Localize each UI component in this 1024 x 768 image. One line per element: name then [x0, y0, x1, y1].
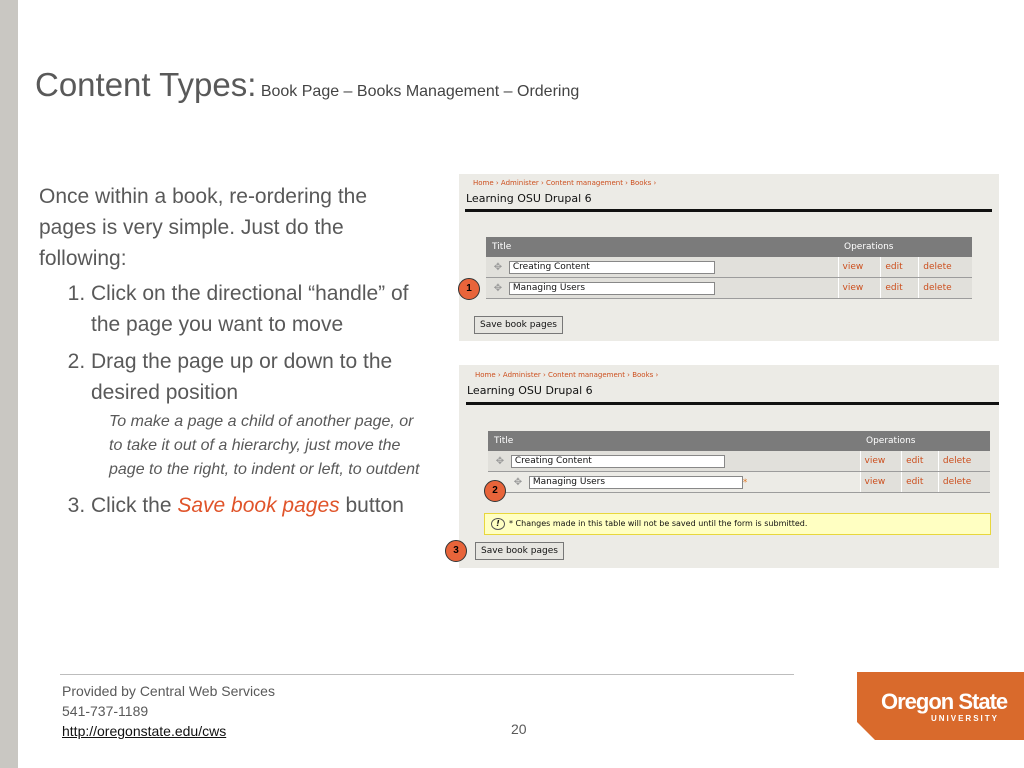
- callout-marker-1: 1: [458, 278, 480, 300]
- table-row: [486, 257, 972, 278]
- page-title-field[interactable]: Managing Users: [529, 476, 743, 489]
- osu-logo: [857, 672, 1024, 740]
- column-title: Title: [488, 431, 860, 451]
- column-operations: Operations: [838, 237, 972, 257]
- callout-marker-2: 2: [484, 480, 506, 502]
- book-pages-table: [488, 431, 990, 493]
- footer-link[interactable]: http://oregonstate.edu/cws: [62, 723, 227, 739]
- move-arrows-icon[interactable]: ✥: [513, 476, 523, 488]
- page-title-field[interactable]: Creating Content: [511, 455, 725, 468]
- left-accent-bar: [0, 0, 18, 768]
- warning-icon: !: [491, 518, 505, 530]
- view-link[interactable]: view: [860, 451, 902, 472]
- edit-link[interactable]: edit: [881, 257, 919, 278]
- table-row: [486, 278, 972, 299]
- page-title: Learning OSU Drupal 6: [466, 192, 592, 205]
- screenshot-1: [459, 174, 999, 341]
- step-3-prefix: Click the: [91, 494, 178, 517]
- column-operations: Operations: [860, 431, 990, 451]
- screenshot-2: [459, 365, 999, 568]
- edit-link[interactable]: edit: [902, 472, 939, 493]
- title-rule: [466, 402, 999, 405]
- footer-phone: 541-737-1189: [62, 703, 149, 719]
- step-3-suffix: button: [345, 494, 404, 517]
- page-title-field[interactable]: Managing Users: [509, 282, 715, 295]
- step-3: [91, 490, 429, 521]
- step-2-text: Drag the page up or down to the desired position: [91, 350, 393, 404]
- logo-line-1: Oregon State: [881, 689, 1008, 714]
- page-title-field[interactable]: Creating Content: [509, 261, 715, 274]
- move-arrows-icon[interactable]: ✥: [495, 455, 505, 467]
- unsaved-changes-warning: [484, 513, 991, 535]
- book-pages-table: [486, 237, 972, 299]
- changed-marker: *: [742, 477, 748, 488]
- move-arrows-icon[interactable]: ✥: [493, 282, 503, 294]
- delete-link[interactable]: delete: [919, 257, 972, 278]
- view-link[interactable]: view: [860, 472, 902, 493]
- warning-text: * Changes made in this table will not be saved until the form is submitted.: [509, 519, 808, 528]
- slide-title-sub: Book Page – Books Management – Ordering: [260, 83, 580, 100]
- page-number: 20: [511, 721, 527, 737]
- step-1-text: Click on the directional “handle” of the page you want to move: [91, 282, 409, 336]
- slide-title: [35, 66, 579, 104]
- view-link[interactable]: view: [838, 278, 881, 299]
- view-link[interactable]: view: [838, 257, 881, 278]
- logo-line-2: UNIVERSITY: [930, 714, 999, 723]
- step-3-emphasis: Save book pages: [177, 494, 340, 517]
- table-row: [488, 451, 990, 472]
- footer-divider: [60, 674, 794, 675]
- delete-link[interactable]: delete: [938, 472, 990, 493]
- callout-marker-3: 3: [445, 540, 467, 562]
- move-arrows-icon[interactable]: ✥: [493, 261, 503, 273]
- step-2: [91, 346, 429, 482]
- edit-link[interactable]: edit: [902, 451, 939, 472]
- footer-provider: Provided by Central Web Services: [62, 683, 275, 699]
- save-book-pages-button[interactable]: Save book pages: [474, 316, 563, 334]
- save-book-pages-button[interactable]: Save book pages: [475, 542, 564, 560]
- slide-title-main: Content Types:: [35, 66, 257, 103]
- breadcrumb[interactable]: Home › Administer › Content management › Books ›: [473, 179, 657, 187]
- logo-fold: [857, 722, 875, 740]
- page-title: Learning OSU Drupal 6: [467, 384, 593, 397]
- delete-link[interactable]: delete: [919, 278, 972, 299]
- delete-link[interactable]: delete: [938, 451, 990, 472]
- column-title: Title: [486, 237, 838, 257]
- step-2-note: To make a page a child of another page, or to take it out of a hierarchy, just move the page to the right, to indent or left, to outdent: [109, 413, 420, 478]
- footer: [62, 681, 275, 741]
- title-rule: [465, 209, 992, 212]
- edit-link[interactable]: edit: [881, 278, 919, 299]
- intro-text: Once within a book, re-ordering the pages is very simple. Just do the following:: [39, 185, 368, 270]
- table-row: [488, 472, 990, 493]
- slide-body: [39, 181, 429, 527]
- steps-list: [39, 278, 429, 521]
- step-1: [91, 278, 429, 340]
- breadcrumb[interactable]: Home › Administer › Content management › Books ›: [475, 371, 659, 379]
